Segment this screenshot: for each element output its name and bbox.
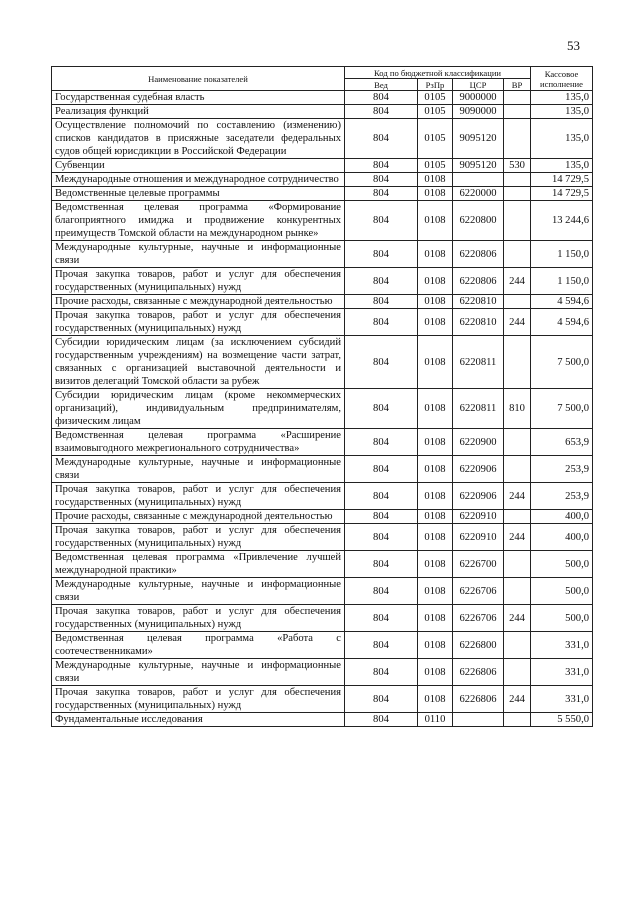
row-name: Международные культурные, научные и информационные связи [52, 241, 345, 268]
row-rzpr: 0108 [418, 510, 453, 524]
row-ved: 804 [345, 201, 418, 241]
row-name: Ведомственная целевая программа «Работа с соотечественниками» [52, 632, 345, 659]
row-rzpr: 0108 [418, 173, 453, 187]
row-ved: 804 [345, 659, 418, 686]
row-vr [504, 551, 531, 578]
row-vr [504, 632, 531, 659]
row-ved: 804 [345, 524, 418, 551]
row-ved: 804 [345, 173, 418, 187]
row-ved: 804 [345, 713, 418, 727]
header-amount: Кассовое исполнение [531, 67, 593, 91]
row-csr: 6220811 [453, 336, 504, 389]
table-row [52, 456, 593, 483]
row-ved: 804 [345, 605, 418, 632]
row-name: Прочая закупка товаров, работ и услуг для обеспечения государственных (муниципальных) нужд [52, 268, 345, 295]
row-ved: 804 [345, 632, 418, 659]
row-vr [504, 429, 531, 456]
row-csr: 6226800 [453, 632, 504, 659]
row-rzpr: 0105 [418, 91, 453, 105]
row-csr: 9095120 [453, 159, 504, 173]
row-name: Ведомственные целевые программы [52, 187, 345, 201]
row-name: Прочая закупка товаров, работ и услуг для обеспечения государственных (муниципальных) нужд [52, 686, 345, 713]
row-vr [504, 659, 531, 686]
budget-table [51, 66, 593, 727]
row-amount: 500,0 [531, 578, 593, 605]
row-csr: 6226806 [453, 659, 504, 686]
page-number: 53 [567, 38, 580, 53]
row-ved: 804 [345, 551, 418, 578]
row-vr [504, 187, 531, 201]
row-name: Осуществление полномочий по составлению (изменению) списков кандидатов в присяжные заседатели федеральных судов общей юрисдикции в Российской Федерации [52, 119, 345, 159]
row-amount: 135,0 [531, 159, 593, 173]
row-csr: 6226806 [453, 686, 504, 713]
row-amount: 7 500,0 [531, 336, 593, 389]
row-vr: 244 [504, 309, 531, 336]
row-rzpr: 0110 [418, 713, 453, 727]
row-csr: 6220810 [453, 295, 504, 309]
row-vr [504, 91, 531, 105]
table-row [52, 91, 593, 105]
row-vr: 244 [504, 686, 531, 713]
row-name: Международные культурные, научные и информационные связи [52, 578, 345, 605]
row-name: Ведомственная целевая программа «Формирование благоприятного имиджа и продвижение конкурентных преимуществ Томской области на международном рынке» [52, 201, 345, 241]
table-row [52, 159, 593, 173]
row-rzpr: 0108 [418, 659, 453, 686]
row-csr: 6220811 [453, 389, 504, 429]
table-row [52, 105, 593, 119]
row-rzpr: 0105 [418, 105, 453, 119]
row-csr: 6220906 [453, 456, 504, 483]
table-row [52, 510, 593, 524]
row-vr [504, 119, 531, 159]
row-ved: 804 [345, 268, 418, 295]
row-ved: 804 [345, 456, 418, 483]
row-vr: 244 [504, 605, 531, 632]
row-rzpr: 0108 [418, 483, 453, 510]
row-ved: 804 [345, 578, 418, 605]
row-name: Международные культурные, научные и информационные связи [52, 456, 345, 483]
row-amount: 653,9 [531, 429, 593, 456]
row-rzpr: 0108 [418, 241, 453, 268]
row-rzpr: 0108 [418, 578, 453, 605]
table-row [52, 578, 593, 605]
row-vr [504, 105, 531, 119]
row-csr [453, 173, 504, 187]
row-rzpr: 0108 [418, 336, 453, 389]
row-amount: 4 594,6 [531, 295, 593, 309]
table-row [52, 295, 593, 309]
header-csr: ЦСР [453, 79, 504, 91]
row-ved: 804 [345, 309, 418, 336]
row-vr [504, 173, 531, 187]
row-csr: 6220806 [453, 241, 504, 268]
row-rzpr: 0105 [418, 159, 453, 173]
row-csr: 6220906 [453, 483, 504, 510]
row-amount: 331,0 [531, 659, 593, 686]
row-amount: 135,0 [531, 105, 593, 119]
row-rzpr: 0108 [418, 632, 453, 659]
row-vr: 244 [504, 524, 531, 551]
row-rzpr: 0108 [418, 605, 453, 632]
table-row [52, 336, 593, 389]
row-ved: 804 [345, 686, 418, 713]
row-ved: 804 [345, 119, 418, 159]
row-name: Субсидии юридическим лицам (за исключением субсидий государственным учреждениям) на возмещение части затрат, связанных с организацией выставочной деятельности и визитов делегаций Томской области за рубеж [52, 336, 345, 389]
row-amount: 14 729,5 [531, 173, 593, 187]
row-csr: 6226700 [453, 551, 504, 578]
row-vr: 810 [504, 389, 531, 429]
row-amount: 331,0 [531, 686, 593, 713]
row-amount: 253,9 [531, 456, 593, 483]
table-row [52, 201, 593, 241]
row-csr: 6220810 [453, 309, 504, 336]
row-rzpr: 0105 [418, 119, 453, 159]
row-rzpr: 0108 [418, 389, 453, 429]
row-vr [504, 510, 531, 524]
row-vr [504, 336, 531, 389]
row-amount: 400,0 [531, 510, 593, 524]
row-amount: 331,0 [531, 632, 593, 659]
table-header [52, 67, 593, 91]
row-name: Реализация функций [52, 105, 345, 119]
row-name: Международные отношения и международное сотрудничество [52, 173, 345, 187]
row-amount: 400,0 [531, 524, 593, 551]
row-rzpr: 0108 [418, 268, 453, 295]
row-csr: 6226706 [453, 578, 504, 605]
row-amount: 14 729,5 [531, 187, 593, 201]
row-vr [504, 456, 531, 483]
row-ved: 804 [345, 483, 418, 510]
row-ved: 804 [345, 241, 418, 268]
row-ved: 804 [345, 429, 418, 456]
header-name: Наименование показателей [52, 67, 345, 91]
row-rzpr: 0108 [418, 456, 453, 483]
table-body [52, 91, 593, 727]
row-amount: 253,9 [531, 483, 593, 510]
header-vr: ВР [504, 79, 531, 91]
row-csr: 9095120 [453, 119, 504, 159]
row-csr: 6220910 [453, 510, 504, 524]
row-csr [453, 713, 504, 727]
row-csr: 9090000 [453, 105, 504, 119]
table-row [52, 632, 593, 659]
row-amount: 1 150,0 [531, 268, 593, 295]
row-amount: 5 550,0 [531, 713, 593, 727]
row-amount: 135,0 [531, 91, 593, 105]
row-ved: 804 [345, 389, 418, 429]
row-ved: 804 [345, 91, 418, 105]
row-name: Ведомственная целевая программа «Расширение взаимовыгодного межрегионального сотрудничества» [52, 429, 345, 456]
row-amount: 135,0 [531, 119, 593, 159]
row-rzpr: 0108 [418, 524, 453, 551]
row-name: Фундаментальные исследования [52, 713, 345, 727]
table-row [52, 173, 593, 187]
row-rzpr: 0108 [418, 429, 453, 456]
row-rzpr: 0108 [418, 295, 453, 309]
row-rzpr: 0108 [418, 551, 453, 578]
table-row [52, 119, 593, 159]
header-code-group: Код по бюджетной классификации [345, 67, 531, 79]
row-csr: 6220806 [453, 268, 504, 295]
table-row [52, 713, 593, 727]
row-name: Ведомственная целевая программа «Привлечение лучшей международной практики» [52, 551, 345, 578]
row-ved: 804 [345, 187, 418, 201]
table-row [52, 483, 593, 510]
row-vr: 244 [504, 483, 531, 510]
row-name: Прочая закупка товаров, работ и услуг для обеспечения государственных (муниципальных) нужд [52, 309, 345, 336]
row-ved: 804 [345, 336, 418, 389]
row-name: Прочие расходы, связанные с международной деятельностью [52, 295, 345, 309]
table-row [52, 551, 593, 578]
row-amount: 4 594,6 [531, 309, 593, 336]
header-rzpr: РзПр [418, 79, 453, 91]
row-vr: 530 [504, 159, 531, 173]
row-vr [504, 295, 531, 309]
row-rzpr: 0108 [418, 309, 453, 336]
row-amount: 7 500,0 [531, 389, 593, 429]
header-ved: Вед [345, 79, 418, 91]
table-row [52, 429, 593, 456]
row-csr: 6226706 [453, 605, 504, 632]
row-csr: 6220800 [453, 201, 504, 241]
row-vr [504, 713, 531, 727]
row-vr: 244 [504, 268, 531, 295]
table-row [52, 268, 593, 295]
row-name: Субвенции [52, 159, 345, 173]
table-row [52, 241, 593, 268]
row-name: Государственная судебная власть [52, 91, 345, 105]
row-amount: 500,0 [531, 605, 593, 632]
row-rzpr: 0108 [418, 201, 453, 241]
row-vr [504, 241, 531, 268]
table-row [52, 389, 593, 429]
row-csr: 9000000 [453, 91, 504, 105]
row-csr: 6220000 [453, 187, 504, 201]
row-name: Прочая закупка товаров, работ и услуг для обеспечения государственных (муниципальных) нужд [52, 483, 345, 510]
row-name: Международные культурные, научные и информационные связи [52, 659, 345, 686]
row-ved: 804 [345, 510, 418, 524]
row-name: Субсидии юридическим лицам (кроме некоммерческих организаций), индивидуальным предпринимателям, физическим лицам [52, 389, 345, 429]
row-vr [504, 201, 531, 241]
row-ved: 804 [345, 105, 418, 119]
row-amount: 1 150,0 [531, 241, 593, 268]
row-name: Прочие расходы, связанные с международной деятельностью [52, 510, 345, 524]
table-row [52, 187, 593, 201]
row-ved: 804 [345, 159, 418, 173]
row-rzpr: 0108 [418, 187, 453, 201]
row-csr: 6220900 [453, 429, 504, 456]
table-row [52, 659, 593, 686]
table-row [52, 524, 593, 551]
row-name: Прочая закупка товаров, работ и услуг для обеспечения государственных (муниципальных) нужд [52, 524, 345, 551]
table-row [52, 686, 593, 713]
row-name: Прочая закупка товаров, работ и услуг для обеспечения государственных (муниципальных) нужд [52, 605, 345, 632]
row-vr [504, 578, 531, 605]
table-row [52, 605, 593, 632]
table-row [52, 309, 593, 336]
row-amount: 500,0 [531, 551, 593, 578]
row-amount: 13 244,6 [531, 201, 593, 241]
row-ved: 804 [345, 295, 418, 309]
row-rzpr: 0108 [418, 686, 453, 713]
row-csr: 6220910 [453, 524, 504, 551]
